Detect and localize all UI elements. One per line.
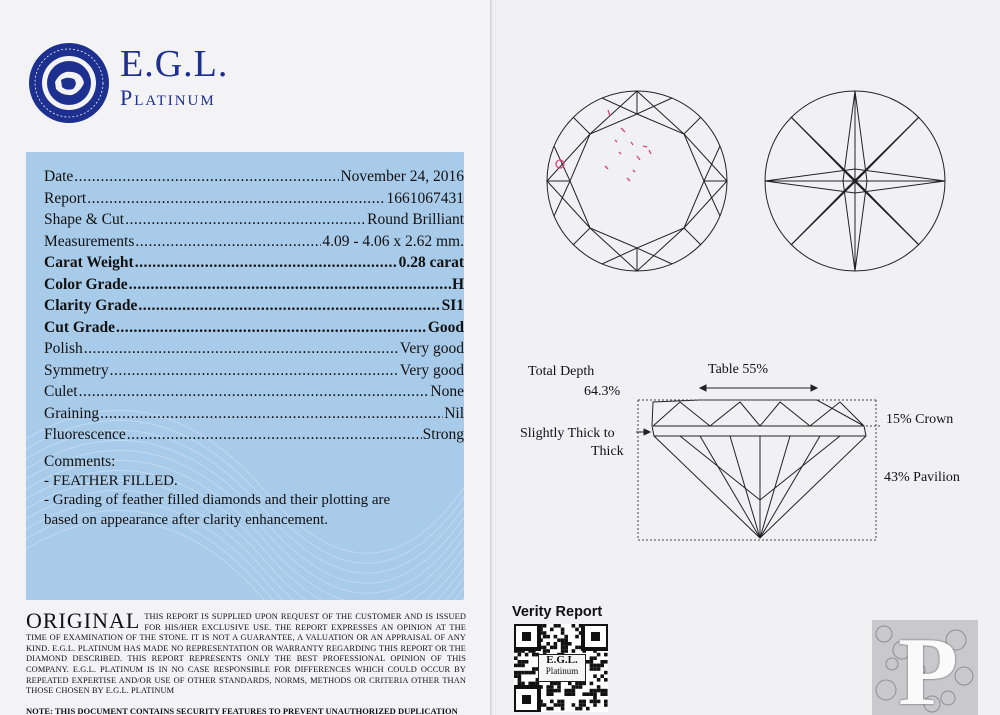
grading-row-value: Strong [422, 426, 464, 443]
grading-row-value: None [430, 383, 464, 400]
grading-row-value: 4.09 - 4.06 x 2.62 mm. [322, 232, 464, 250]
crown-label: 15% Crown [886, 412, 954, 427]
grading-row-label: Fluorescence [44, 426, 126, 443]
dot-leader [125, 211, 366, 229]
grading-row-value: Round Brilliant [367, 211, 464, 228]
brand-title: E.G.L. [120, 43, 229, 85]
disclaimer [26, 608, 466, 697]
grading-row [44, 319, 464, 341]
grading-row-label: Graining [44, 404, 100, 422]
brand-subtitle: Platinum [120, 85, 216, 110]
grading-row-label: Shape & Cut [44, 211, 125, 228]
grading-row-value: 0.28 carat [398, 254, 464, 271]
grading-row-label: Cut Grade [44, 318, 116, 336]
grading-row-label: Clarity Grade [44, 297, 138, 314]
grading-row [44, 340, 464, 362]
dot-leader [138, 297, 440, 315]
grading-row-label: Report [44, 189, 87, 207]
grading-row-label: Symmetry [44, 361, 109, 379]
grading-row [44, 254, 464, 276]
pavilion-label: 43% Pavilion [884, 470, 960, 485]
comments-title: Comments: [44, 453, 116, 470]
grading-row [44, 426, 464, 448]
dot-leader [116, 319, 427, 337]
grading-row-value: Good [427, 318, 464, 336]
diamond-profile-diagram [520, 360, 900, 550]
dot-leader [135, 233, 321, 251]
comment-line-1: - FEATHER FILLED. [44, 472, 178, 489]
grading-rows [44, 168, 464, 448]
girdle-label-line1: Slightly Thick to [520, 426, 615, 441]
grading-row [44, 362, 464, 384]
qr-center-badge [538, 654, 586, 682]
grading-row [44, 383, 464, 405]
grading-row [44, 168, 464, 190]
dot-leader [74, 168, 339, 186]
security-note: NOTE: THIS DOCUMENT CONTAINS SECURITY FEATURES TO PREVENT UNAUTHORIZED DUPLICATION [26, 706, 458, 715]
grading-row [44, 276, 464, 298]
diamond-plot-diagrams [545, 86, 955, 286]
comments-block [44, 452, 424, 530]
egl-seal-logo [28, 42, 110, 124]
grading-row-label: Polish [44, 340, 83, 357]
grading-row-value: 1661067431 [386, 189, 464, 207]
grading-row [44, 405, 464, 427]
grading-row [44, 190, 464, 212]
grading-row [44, 233, 464, 255]
grading-panel [26, 152, 464, 600]
grading-row [44, 211, 464, 233]
grading-row-label: Color Grade [44, 275, 128, 293]
grading-row-label: Measurements [44, 232, 135, 250]
pavilion-plot [765, 91, 945, 271]
dot-leader [129, 276, 451, 294]
grading-row-value: SI1 [441, 297, 464, 314]
dot-leader [110, 362, 399, 380]
verify-title: Verity Report [512, 604, 603, 620]
crown-plot [547, 91, 727, 271]
comment-line-2: - Grading of feather filled diamonds and their plotting are based on appearance after clarity enhancement. [44, 492, 391, 528]
grading-row-value: November 24, 2016 [340, 168, 464, 185]
dot-leader [127, 426, 422, 444]
report-left-page [0, 0, 493, 715]
dot-leader [135, 254, 398, 272]
brand-block [120, 44, 228, 110]
grading-row-label: Carat Weight [44, 254, 134, 271]
grading-row-label: Date [44, 168, 74, 185]
disclaimer-text: THIS REPORT IS SUPPLIED UPON REQUEST OF THE CUSTOMER AND IS ISSUED FOR HIS/HER EXCLUSIVE USE. THE REPORT EXPRESSES AN OPINION AT THE TIME OF EXAMINATION OF THE STONE. IT IS NOT A GUARANTEE, A VALUATION OR AN APPRAISAL OF ANY KIND. E.G.L. PLATINUM HAS MADE NO REPRESENTATION OR WARRANTY REGARDING THIS REPORT OR THE DIAMOND DESCRIBED. THIS REPORT REPRESENTS ONLY THE BEST PROFESSIONAL OPINION OF THIS COMPANY. E.G.L. PLATINUM IS IN NO CASE RESPONSIBLE FOR DIFFERENCES WHICH COULD OCCUR BY REPEATED EXPERTISE AND/OR USE OF OTHER STANDARDS, NORMS, METHODS OR CRITERIA OTHER THAN THOSE CHOSEN BY E.G.L. PLATINUM [26, 612, 466, 696]
diamond-profile [652, 400, 866, 538]
grading-row-value: H [451, 275, 464, 293]
grading-row-value: Very good [399, 340, 464, 357]
grading-row [44, 297, 464, 319]
girdle-label-line2: Thick [591, 444, 624, 459]
grading-row-value: Very good [399, 361, 464, 379]
hologram-p-letter: P [898, 620, 958, 715]
table-label: Table 55% [708, 362, 769, 377]
original-stamp-text: ORIGINAL [26, 608, 141, 633]
grading-row-label: Culet [44, 383, 78, 400]
qr-badge-line2: Platinum [545, 666, 579, 676]
qr-badge-line1: E.G.L. [546, 654, 578, 666]
dot-leader [84, 340, 399, 358]
security-hologram [872, 620, 978, 715]
dot-leader [87, 190, 385, 208]
dot-leader [79, 383, 430, 401]
dot-leader [100, 405, 443, 423]
total-depth-label: Total Depth [528, 364, 595, 379]
total-depth-value: 64.3% [584, 384, 621, 399]
grading-row-value: Nil [444, 404, 464, 422]
